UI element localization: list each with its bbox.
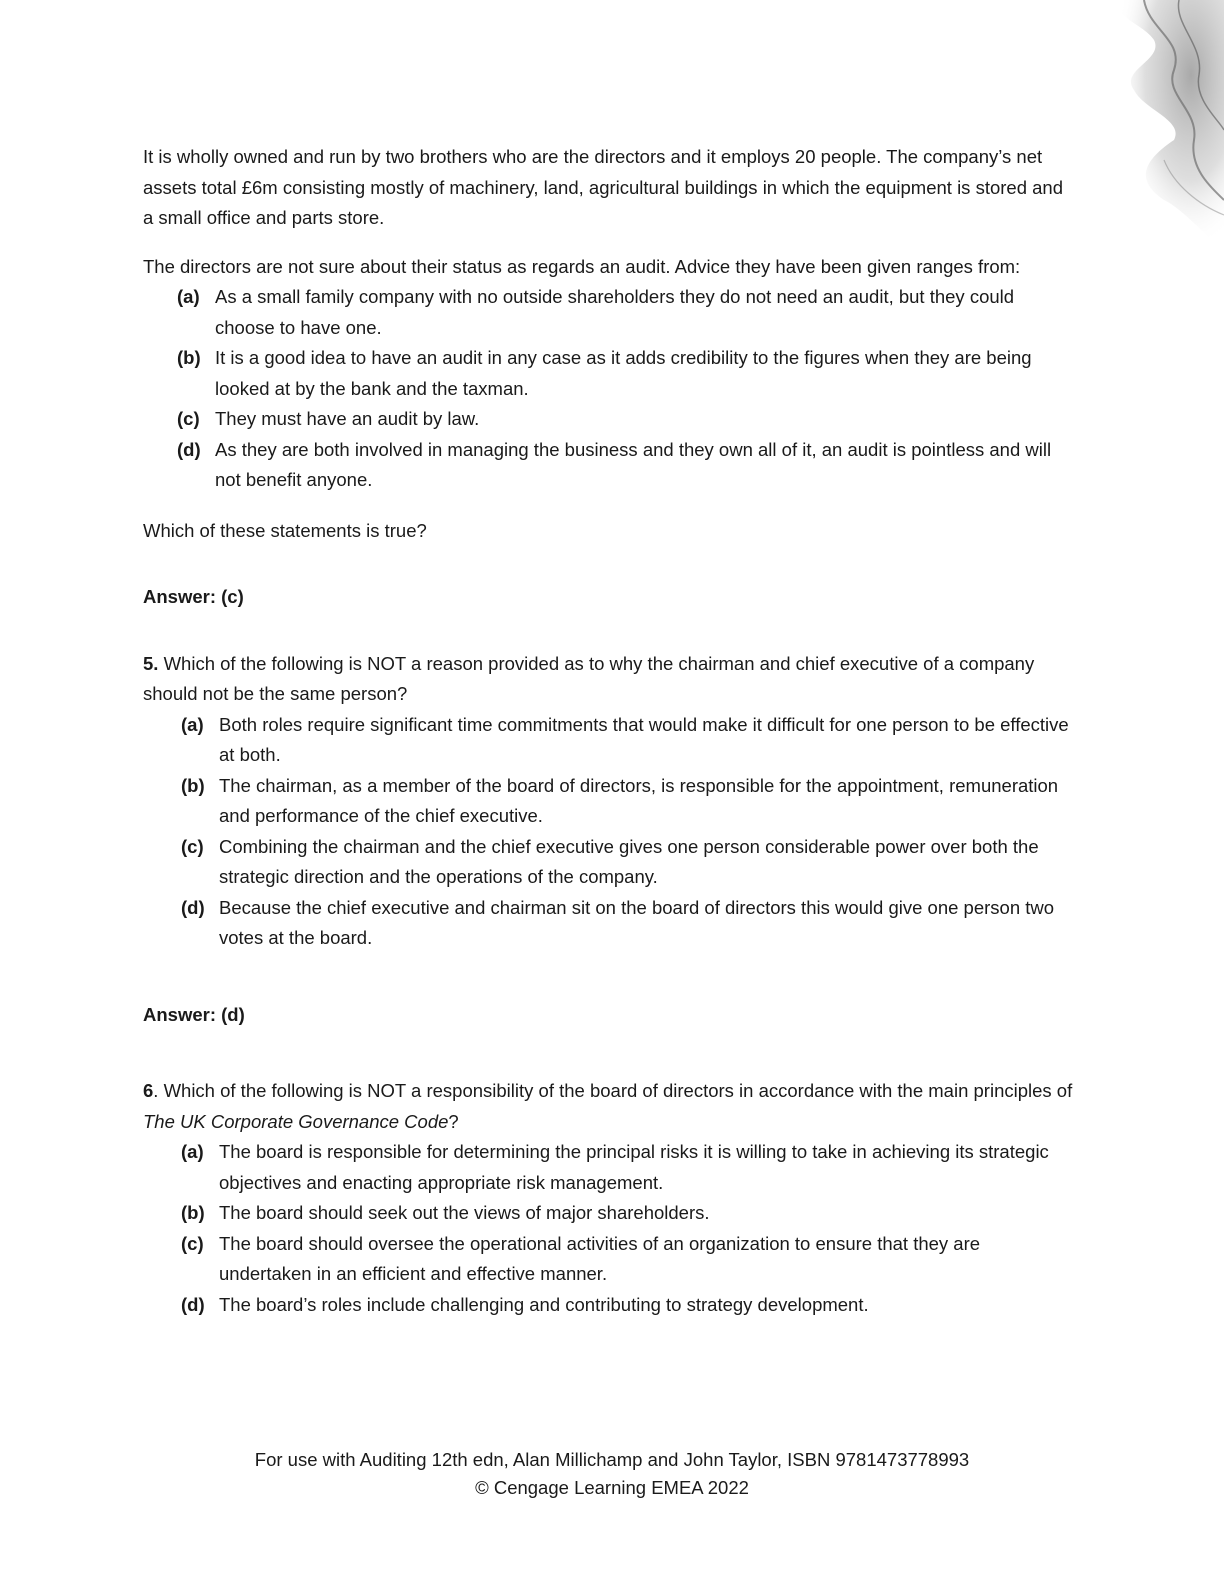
document-body (143, 142, 1073, 1320)
answer-5: Answer: (d) (143, 1003, 245, 1025)
option-c: (c) Combining the chairman and the chief executive gives one person considerable power over both the strategic direction and the operations of the company. (181, 835, 1039, 887)
answer-4: Answer: (c) (143, 586, 244, 607)
intro-paragraph-2: The directors are not sure about their status as regards an audit. Advice they have been given ranges from: (143, 255, 1021, 277)
option-b: (b) The board should seek out the views of major shareholders. (181, 1202, 710, 1223)
question-5: 5. Which of the following is NOT a reason provided as to why the chairman and chief executive of a company should not be the same person? (143, 652, 1035, 704)
question-6: 6. Which of the following is NOT a responsibility of the board of directors in accordance with the main principles of The UK Corporate Governance Code? (143, 1080, 1073, 1132)
option-a: (a) As a small family company with no outside shareholders they do not need an audit, but they could choose to have one. (177, 286, 1015, 338)
option-c: (c) The board should oversee the operational activities of an organization to ensure that they are undertaken in an efficient and effective manner. (181, 1232, 981, 1284)
option-c: (c) They must have an audit by law. (177, 408, 480, 429)
option-d: (d) Because the chief executive and chairman sit on the board of directors this would give one person two votes at the board. (181, 896, 1055, 948)
footer-copyright: © Cengage Learning EMEA 2022 (475, 1477, 749, 1498)
page-footer (0, 1446, 1224, 1502)
option-b: (b) It is a good idea to have an audit in any case as it adds credibility to the figures when they are being looked at by the bank and the taxman. (177, 347, 1032, 399)
footer-citation: For use with Auditing 12th edn, Alan Millichamp and John Taylor, ISBN 9781473778993 (254, 1449, 970, 1470)
option-d: (d) As they are both involved in managing the business and they own all of it, an audit is pointless and will not benefit anyone. (177, 438, 1052, 490)
option-d: (d) The board’s roles include challenging and contributing to strategy development. (181, 1293, 869, 1315)
intro-options (143, 282, 1073, 496)
intro-paragraph-1: It is wholly owned and run by two brothers who are the directors and it employs 20 people. The company’s net assets total £6m consisting mostly of machinery, land, agricultural buildings in which the equipment is stored and a small office and parts store. (143, 146, 1063, 228)
q6-options (143, 1137, 1073, 1320)
option-a: (a) The board is responsible for determining the principal risks it is willing to take in achieving its strategic objectives and enacting appropriate risk management. (181, 1141, 1049, 1193)
q5-options (143, 710, 1073, 954)
question-prompt: Which of these statements is true? (143, 519, 427, 541)
option-a: (a) Both roles require significant time commitments that would make it difficult for one person to be effective at both. (181, 713, 1069, 765)
option-b: (b) The chairman, as a member of the board of directors, is responsible for the appointment, remuneration and performance of the chief executive. (181, 774, 1059, 826)
